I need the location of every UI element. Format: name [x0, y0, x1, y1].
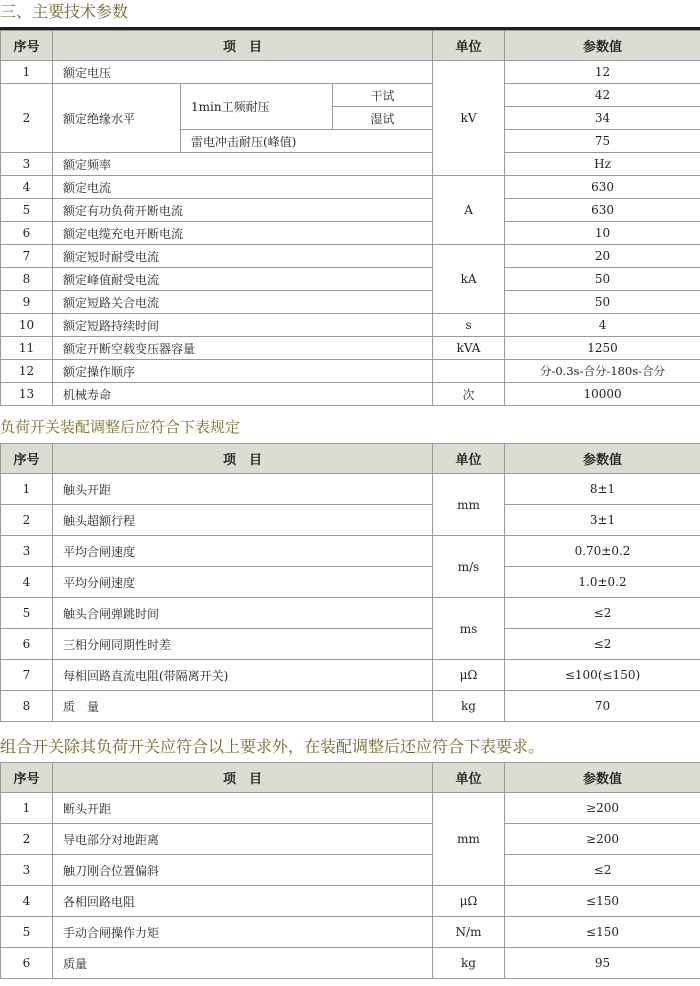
row-item: 各相回路电阻	[53, 886, 433, 917]
row-item: 额定有功负荷开断电流	[53, 199, 433, 222]
row-no: 5	[1, 598, 53, 629]
row-no: 1	[1, 793, 53, 824]
row-item: 平均分闸速度	[53, 567, 433, 598]
row-unit: Hz	[505, 153, 700, 176]
row-no: 5	[1, 917, 53, 948]
row-subitem: 湿试	[333, 107, 433, 130]
row-value: 75	[505, 130, 700, 153]
row-unit: ms	[433, 598, 505, 660]
row-item: 额定短路持续时间	[53, 314, 433, 337]
row-unit: μΩ	[433, 886, 505, 917]
row-unit: mm	[433, 474, 505, 536]
header-no: 序号	[1, 444, 53, 474]
header-unit: 单位	[433, 444, 505, 474]
row-value: 50	[505, 291, 700, 314]
row-no: 5	[1, 199, 53, 222]
row-no: 6	[1, 629, 53, 660]
row-no: 4	[1, 567, 53, 598]
main-params-table	[0, 30, 700, 406]
section-title-load-switch: 负荷开关装配调整后应符合下表规定	[0, 418, 241, 436]
row-value: 630	[505, 199, 700, 222]
header-value: 参数值	[505, 444, 700, 474]
header-no: 序号	[1, 31, 53, 61]
header-value: 参数值	[505, 763, 700, 793]
row-value: ≤2	[505, 855, 700, 886]
row-no: 7	[1, 245, 53, 268]
row-no: 4	[1, 886, 53, 917]
row-value: ≤150	[505, 917, 700, 948]
row-item: 平均合闸速度	[53, 536, 433, 567]
row-value: 34	[505, 107, 700, 130]
row-no: 4	[1, 176, 53, 199]
row-value: 3±1	[505, 505, 700, 536]
row-no: 1	[1, 474, 53, 505]
row-item: 机械寿命	[53, 383, 433, 406]
row-value: 20	[505, 245, 700, 268]
header-no: 序号	[1, 763, 53, 793]
row-item: 额定操作顺序	[53, 360, 433, 383]
row-subitem: 雷电冲击耐压(峰值)	[181, 130, 433, 153]
row-no: 6	[1, 948, 53, 979]
row-item: 额定电流	[53, 176, 433, 199]
section-title-combo-switch: 组合开关除其负荷开关应符合以上要求外，在装配调整后还应符合下表要求。	[0, 737, 545, 756]
row-unit: kA	[433, 245, 505, 314]
row-item: 三相分闸同期性时差	[53, 629, 433, 660]
row-item: 额定电压	[53, 61, 433, 84]
row-subitem: 1min工频耐压	[181, 84, 333, 130]
row-value: ≤100(≤150)	[505, 660, 700, 691]
section-title-main-params: 三、主要技术参数	[0, 2, 129, 21]
row-item: 断头开距	[53, 793, 433, 824]
row-item: 导电部分对地距离	[53, 824, 433, 855]
row-unit: mm	[433, 793, 505, 886]
row-value: 95	[505, 948, 700, 979]
row-no: 3	[1, 153, 53, 176]
row-value: 1.0±0.2	[505, 567, 700, 598]
row-value: 50	[505, 268, 700, 291]
row-unit: 次	[433, 383, 505, 406]
row-unit: s	[433, 314, 505, 337]
row-item: 额定短时耐受电流	[53, 245, 433, 268]
row-no: 8	[1, 691, 53, 722]
row-unit: kg	[433, 948, 505, 979]
header-unit: 单位	[433, 31, 505, 61]
combo-switch-table	[0, 762, 700, 979]
row-value: 分-0.3s-合分-180s-合分	[505, 360, 700, 383]
row-unit: N/m	[433, 917, 505, 948]
row-item: 额定短路关合电流	[53, 291, 433, 314]
row-no: 6	[1, 222, 53, 245]
row-value: 10000	[505, 383, 700, 406]
row-item: 每相回路直流电阻(带隔离开关)	[53, 660, 433, 691]
row-unit	[433, 360, 505, 383]
row-no: 8	[1, 268, 53, 291]
row-unit: kVA	[433, 337, 505, 360]
row-item: 触刀刚合位置偏斜	[53, 855, 433, 886]
header-item: 项 目	[53, 444, 433, 474]
row-value: 630	[505, 176, 700, 199]
row-item: 触头超额行程	[53, 505, 433, 536]
row-item: 额定电缆充电开断电流	[53, 222, 433, 245]
row-value: ≤2	[505, 629, 700, 660]
row-value: 12	[505, 61, 700, 84]
row-item: 质 量	[53, 691, 433, 722]
row-no: 2	[1, 505, 53, 536]
row-value: ≥200	[505, 824, 700, 855]
row-no: 7	[1, 660, 53, 691]
row-no: 12	[1, 360, 53, 383]
row-item: 手动合闸操作力矩	[53, 917, 433, 948]
row-unit: kg	[433, 691, 505, 722]
row-no: 3	[1, 536, 53, 567]
row-value: 4	[505, 314, 700, 337]
row-value: 8±1	[505, 474, 700, 505]
row-item: 触头合闸弹跳时间	[53, 598, 433, 629]
row-subitem: 干试	[333, 84, 433, 107]
row-no: 9	[1, 291, 53, 314]
header-unit: 单位	[433, 763, 505, 793]
row-item: 额定绝缘水平	[53, 84, 181, 153]
row-no: 2	[1, 824, 53, 855]
row-value: ≥200	[505, 793, 700, 824]
row-item: 质量	[53, 948, 433, 979]
row-value: 42	[505, 84, 700, 107]
row-no: 10	[1, 314, 53, 337]
row-unit: μΩ	[433, 660, 505, 691]
row-no: 1	[1, 61, 53, 84]
row-item: 额定峰值耐受电流	[53, 268, 433, 291]
row-value: 10	[505, 222, 700, 245]
row-value: ≤150	[505, 886, 700, 917]
row-no: 13	[1, 383, 53, 406]
header-item: 项 目	[53, 763, 433, 793]
row-no: 11	[1, 337, 53, 360]
row-value: 0.70±0.2	[505, 536, 700, 567]
row-unit: kV	[433, 61, 505, 176]
row-item: 额定频率	[53, 153, 433, 176]
row-no: 3	[1, 855, 53, 886]
row-item: 触头开距	[53, 474, 433, 505]
row-value: 1250	[505, 337, 700, 360]
row-value: ≤2	[505, 598, 700, 629]
row-unit: m/s	[433, 536, 505, 598]
row-no: 2	[1, 84, 53, 153]
header-value: 参数值	[505, 31, 700, 61]
row-item: 额定开断空载变压器容量	[53, 337, 433, 360]
row-value: 70	[505, 691, 700, 722]
load-switch-table	[0, 443, 700, 722]
row-unit: A	[433, 176, 505, 245]
header-item: 项 目	[53, 31, 433, 61]
